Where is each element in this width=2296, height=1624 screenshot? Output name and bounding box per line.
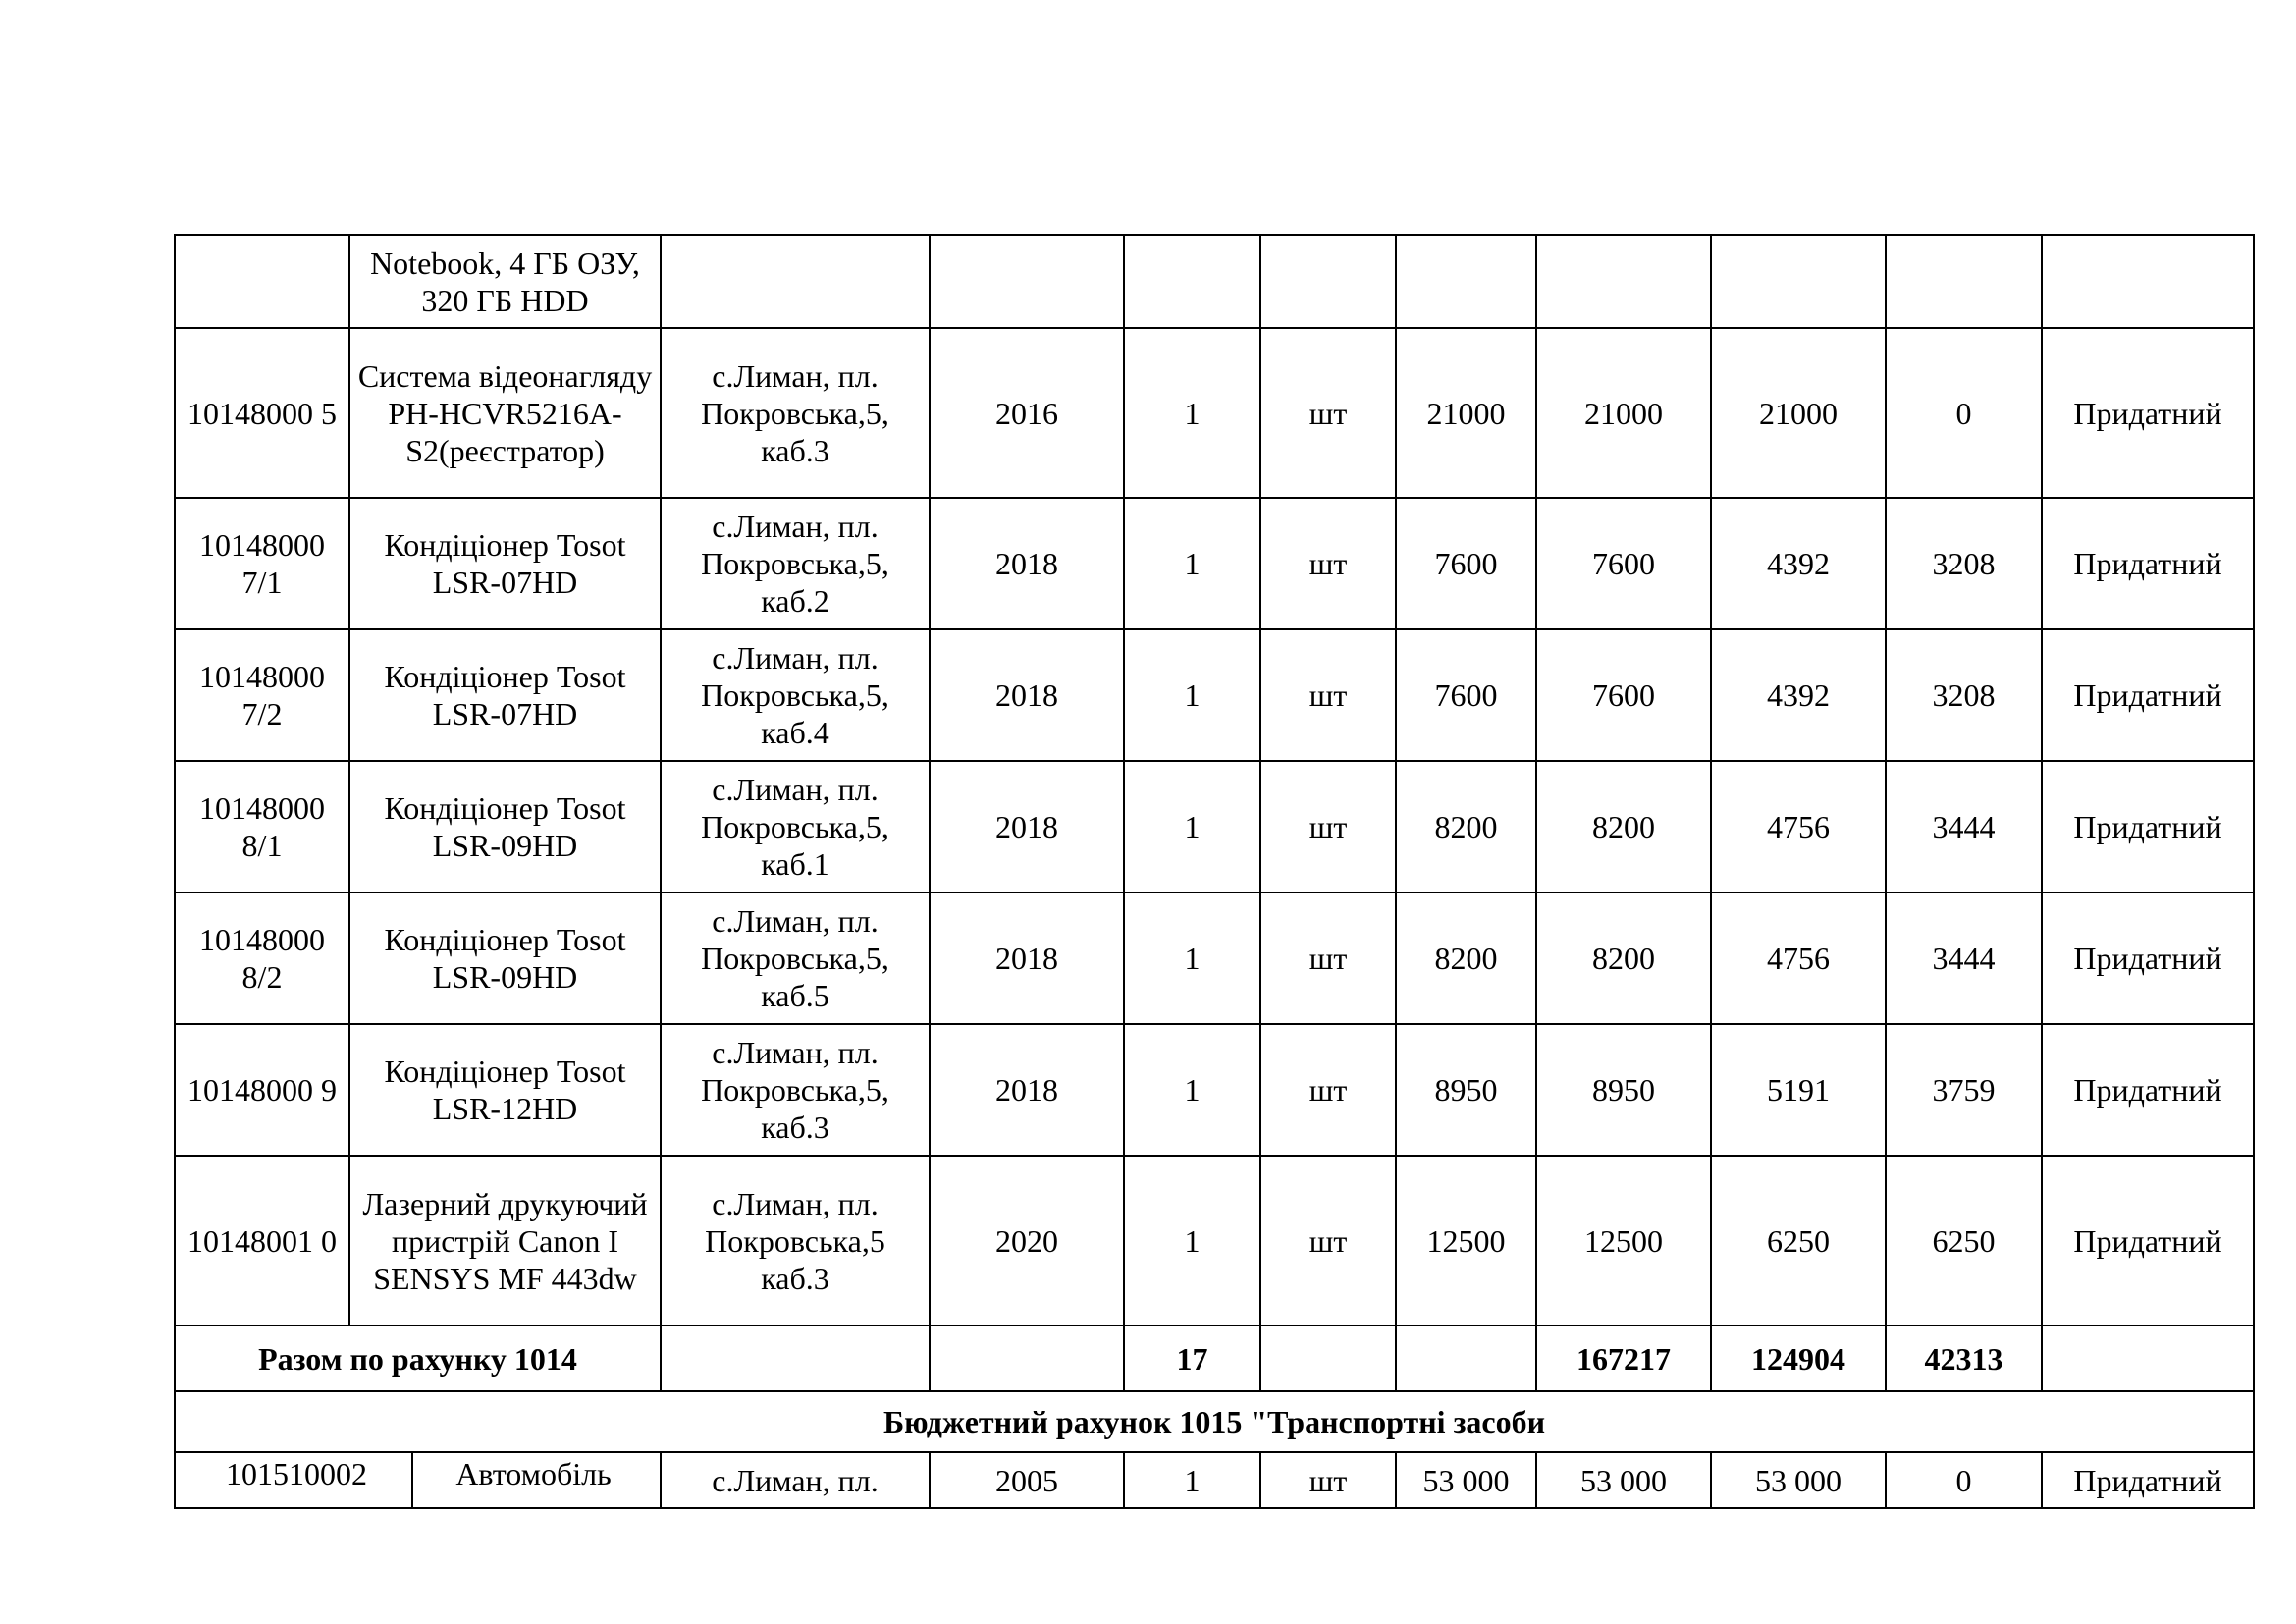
cell-initial: 8950	[1536, 1024, 1711, 1156]
cell-price: 53 000	[1396, 1452, 1536, 1508]
total-qty: 17	[1124, 1326, 1260, 1391]
cell-price: 7600	[1396, 498, 1536, 629]
budget-section-title: Бюджетний рахунок 1015 "Транспортні засоби	[175, 1391, 2254, 1452]
cell-depreciation: 21000	[1711, 328, 1886, 498]
total-empty-condition	[2042, 1326, 2254, 1391]
cell-unit: шт	[1260, 498, 1396, 629]
budget-section-row	[175, 1391, 2254, 1452]
cell-residual: 3444	[1886, 761, 2042, 893]
cell-qty: 1	[1124, 1156, 1260, 1326]
cell-location: с.Лиман, пл. Покровська,5, каб.4	[661, 629, 930, 761]
total-residual: 42313	[1886, 1326, 2042, 1391]
cell-year: 2018	[930, 498, 1124, 629]
total-empty-year	[930, 1326, 1124, 1391]
cell-year: 2016	[930, 328, 1124, 498]
cell-initial: 8200	[1536, 893, 1711, 1024]
table-row	[175, 235, 2254, 328]
cell-unit: шт	[1260, 1452, 1396, 1508]
cell-residual: 3759	[1886, 1024, 2042, 1156]
cell-unit: шт	[1260, 328, 1396, 498]
cell-qty: 1	[1124, 1452, 1260, 1508]
cell-unit: шт	[1260, 629, 1396, 761]
cell-year: 2005	[930, 1452, 1124, 1508]
cell-price: 21000	[1396, 328, 1536, 498]
cell-qty: 1	[1124, 629, 1260, 761]
cell-location: с.Лиман, пл. Покровська,5, каб.2	[661, 498, 930, 629]
cell-qty: 1	[1124, 893, 1260, 1024]
cell-residual: 3444	[1886, 893, 2042, 1024]
cell-depreciation: 4392	[1711, 629, 1886, 761]
cell-unit: шт	[1260, 761, 1396, 893]
cell-price: 8200	[1396, 893, 1536, 1024]
cell-unit	[1260, 235, 1396, 328]
total-label: Разом по рахунку 1014	[175, 1326, 661, 1391]
cell-depreciation: 4756	[1711, 893, 1886, 1024]
cell-condition: Придатний	[2042, 893, 2254, 1024]
total-empty-price	[1396, 1326, 1536, 1391]
cell-location: с.Лиман, пл. Покровська,5, каб.3	[661, 328, 930, 498]
cell-residual: 0	[1886, 1452, 2042, 1508]
cell-name: Кондіціонер Tosot LSR-09HD	[349, 761, 661, 893]
inventory-table	[174, 234, 2255, 1509]
cell-depreciation	[1711, 235, 1886, 328]
cell-inv: 10148000 7/2	[175, 629, 349, 761]
cell-residual: 3208	[1886, 629, 2042, 761]
cell-location: с.Лиман, пл.	[661, 1452, 930, 1508]
cell-inv	[175, 235, 349, 328]
cell-initial: 21000	[1536, 328, 1711, 498]
total-empty-unit	[1260, 1326, 1396, 1391]
cell-condition: Придатний	[2042, 1024, 2254, 1156]
cell-location: с.Лиман, пл. Покровська,5 каб.3	[661, 1156, 930, 1326]
cell-year: 2018	[930, 893, 1124, 1024]
cell-name: Notebook, 4 ГБ ОЗУ, 320 ГБ HDD	[349, 235, 661, 328]
inventory-body	[175, 235, 2254, 1508]
table-row	[175, 1156, 2254, 1326]
cell-condition: Придатний	[2042, 761, 2254, 893]
cell-name: Кондіціонер Tosot LSR-09HD	[349, 893, 661, 1024]
cell-initial	[1536, 235, 1711, 328]
cell-price: 8950	[1396, 1024, 1536, 1156]
cell-initial: 53 000	[1536, 1452, 1711, 1508]
cell-residual	[1886, 235, 2042, 328]
cell-name: Кондіціонер Tosot LSR-07HD	[349, 629, 661, 761]
cell-location: с.Лиман, пл. Покровська,5, каб.3	[661, 1024, 930, 1156]
cell-inv: 10148000 7/1	[175, 498, 349, 629]
cell-residual: 3208	[1886, 498, 2042, 629]
cell-residual: 6250	[1886, 1156, 2042, 1326]
cell-name: Автомобіль	[455, 1456, 612, 1491]
cell-qty: 1	[1124, 761, 1260, 893]
table-row	[175, 761, 2254, 893]
cell-inv: 10148000 8/2	[175, 893, 349, 1024]
total-empty-location	[661, 1326, 930, 1391]
total-row	[175, 1326, 2254, 1391]
table-row	[175, 328, 2254, 498]
table-row	[175, 1452, 2254, 1508]
cell-price: 12500	[1396, 1156, 1536, 1326]
split-wrap	[182, 1453, 654, 1507]
cell-name: Кондіціонер Tosot LSR-12HD	[349, 1024, 661, 1156]
cell-qty: 1	[1124, 1024, 1260, 1156]
cell-name: Кондіціонер Tosot LSR-07HD	[349, 498, 661, 629]
cell-location: с.Лиман, пл. Покровська,5, каб.1	[661, 761, 930, 893]
cell-year: 2020	[930, 1156, 1124, 1326]
total-initial: 167217	[1536, 1326, 1711, 1391]
cell-condition: Придатний	[2042, 629, 2254, 761]
cell-year: 2018	[930, 761, 1124, 893]
cell-price	[1396, 235, 1536, 328]
cell-condition: Придатний	[2042, 498, 2254, 629]
cell-residual: 0	[1886, 328, 2042, 498]
cell-unit: шт	[1260, 1024, 1396, 1156]
cell-inv: 10148000 5	[175, 328, 349, 498]
cell-initial: 7600	[1536, 498, 1711, 629]
table-row	[175, 893, 2254, 1024]
cell-qty: 1	[1124, 328, 1260, 498]
cell-condition: Придатний	[2042, 328, 2254, 498]
table-row	[175, 1024, 2254, 1156]
cell-price: 8200	[1396, 761, 1536, 893]
cell-depreciation: 4392	[1711, 498, 1886, 629]
cell-price: 7600	[1396, 629, 1536, 761]
cell-location: с.Лиман, пл. Покровська,5, каб.5	[661, 893, 930, 1024]
cell-inv: 10148001 0	[175, 1156, 349, 1326]
table-row	[175, 629, 2254, 761]
table-row	[175, 498, 2254, 629]
cell-year: 2018	[930, 1024, 1124, 1156]
cell-initial: 8200	[1536, 761, 1711, 893]
cell-unit: шт	[1260, 893, 1396, 1024]
cell-depreciation: 5191	[1711, 1024, 1886, 1156]
total-depreciation: 124904	[1711, 1326, 1886, 1391]
cell-location	[661, 235, 930, 328]
cell-qty: 1	[1124, 498, 1260, 629]
cell-inv-name-split	[175, 1452, 661, 1508]
cell-inv: 10148000 8/1	[175, 761, 349, 893]
cell-inv: 101510002	[182, 1453, 413, 1507]
cell-inv: 10148000 9	[175, 1024, 349, 1156]
cell-unit: шт	[1260, 1156, 1396, 1326]
cell-name: Система відеонагляду PH-HCVR5216A-S2(реєстратор)	[349, 328, 661, 498]
cell-name: Лазерний друкуючий пристрій Canon I SENSYS MF 443dw	[349, 1156, 661, 1326]
cell-initial: 7600	[1536, 629, 1711, 761]
cell-condition	[2042, 235, 2254, 328]
cell-initial: 12500	[1536, 1156, 1711, 1326]
cell-year: 2018	[930, 629, 1124, 761]
cell-year	[930, 235, 1124, 328]
cell-depreciation: 4756	[1711, 761, 1886, 893]
cell-condition: Придатний	[2042, 1156, 2254, 1326]
cell-condition: Придатний	[2042, 1452, 2254, 1508]
cell-qty	[1124, 235, 1260, 328]
cell-depreciation: 6250	[1711, 1156, 1886, 1326]
cell-depreciation: 53 000	[1711, 1452, 1886, 1508]
